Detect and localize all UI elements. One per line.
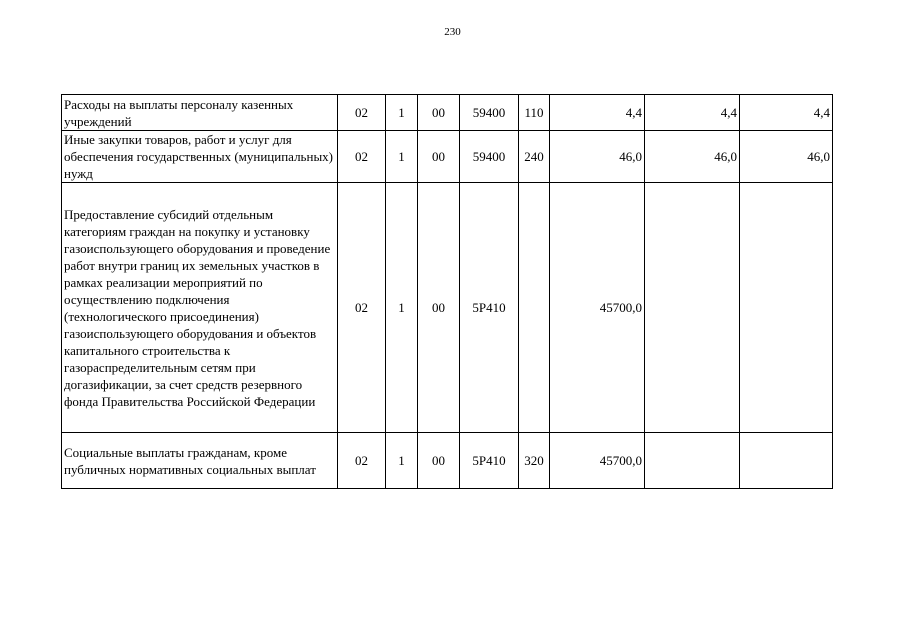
amount-1: 45700,0 (550, 183, 645, 433)
table-row (62, 131, 833, 183)
amount-3: 4,4 (740, 95, 833, 131)
amount-2: 46,0 (645, 131, 740, 183)
table-row (62, 433, 833, 489)
row-name: Иные закупки товаров, работ и услуг для обеспечения государственных (муниципальных) нужд (62, 131, 338, 183)
expense-type-code: 110 (519, 95, 550, 131)
amount-2 (645, 433, 740, 489)
row-name: Предоставление субсидий отдельным категориям граждан на покупку и установку газоиспользующего оборудования и проведение работ внутри границ их земельных участков в рамках реализации мероприятий по осуществлению подключения (технологического присоединения) газоиспользующего оборудования и объектов капитального строительства к газораспределительным сетям при догазификации, за счет средств резервного фонда Правительства Российской Федерации (62, 183, 338, 433)
amount-3: 46,0 (740, 131, 833, 183)
expense-type-code: 240 (519, 131, 550, 183)
amount-2 (645, 183, 740, 433)
row-name: Расходы на выплаты персоналу казенных учреждений (62, 95, 338, 131)
section-code: 02 (338, 95, 386, 131)
amount-3 (740, 433, 833, 489)
budget-table (61, 94, 833, 489)
subprogram-code: 00 (418, 183, 460, 433)
section-code: 02 (338, 433, 386, 489)
table-row (62, 95, 833, 131)
program-code: 1 (386, 95, 418, 131)
page-number: 230 (444, 26, 461, 38)
row-name: Социальные выплаты гражданам, кроме публичных нормативных социальных выплат (62, 433, 338, 489)
amount-1: 4,4 (550, 95, 645, 131)
subprogram-code: 00 (418, 131, 460, 183)
program-code: 1 (386, 183, 418, 433)
item-code: 5Р410 (460, 183, 519, 433)
item-code: 5Р410 (460, 433, 519, 489)
subprogram-code: 00 (418, 433, 460, 489)
table-row (62, 183, 833, 433)
program-code: 1 (386, 433, 418, 489)
program-code: 1 (386, 131, 418, 183)
section-code: 02 (338, 131, 386, 183)
subprogram-code: 00 (418, 95, 460, 131)
expense-type-code (519, 183, 550, 433)
item-code: 59400 (460, 131, 519, 183)
amount-1: 45700,0 (550, 433, 645, 489)
item-code: 59400 (460, 95, 519, 131)
amount-1: 46,0 (550, 131, 645, 183)
amount-2: 4,4 (645, 95, 740, 131)
expense-type-code: 320 (519, 433, 550, 489)
amount-3 (740, 183, 833, 433)
section-code: 02 (338, 183, 386, 433)
